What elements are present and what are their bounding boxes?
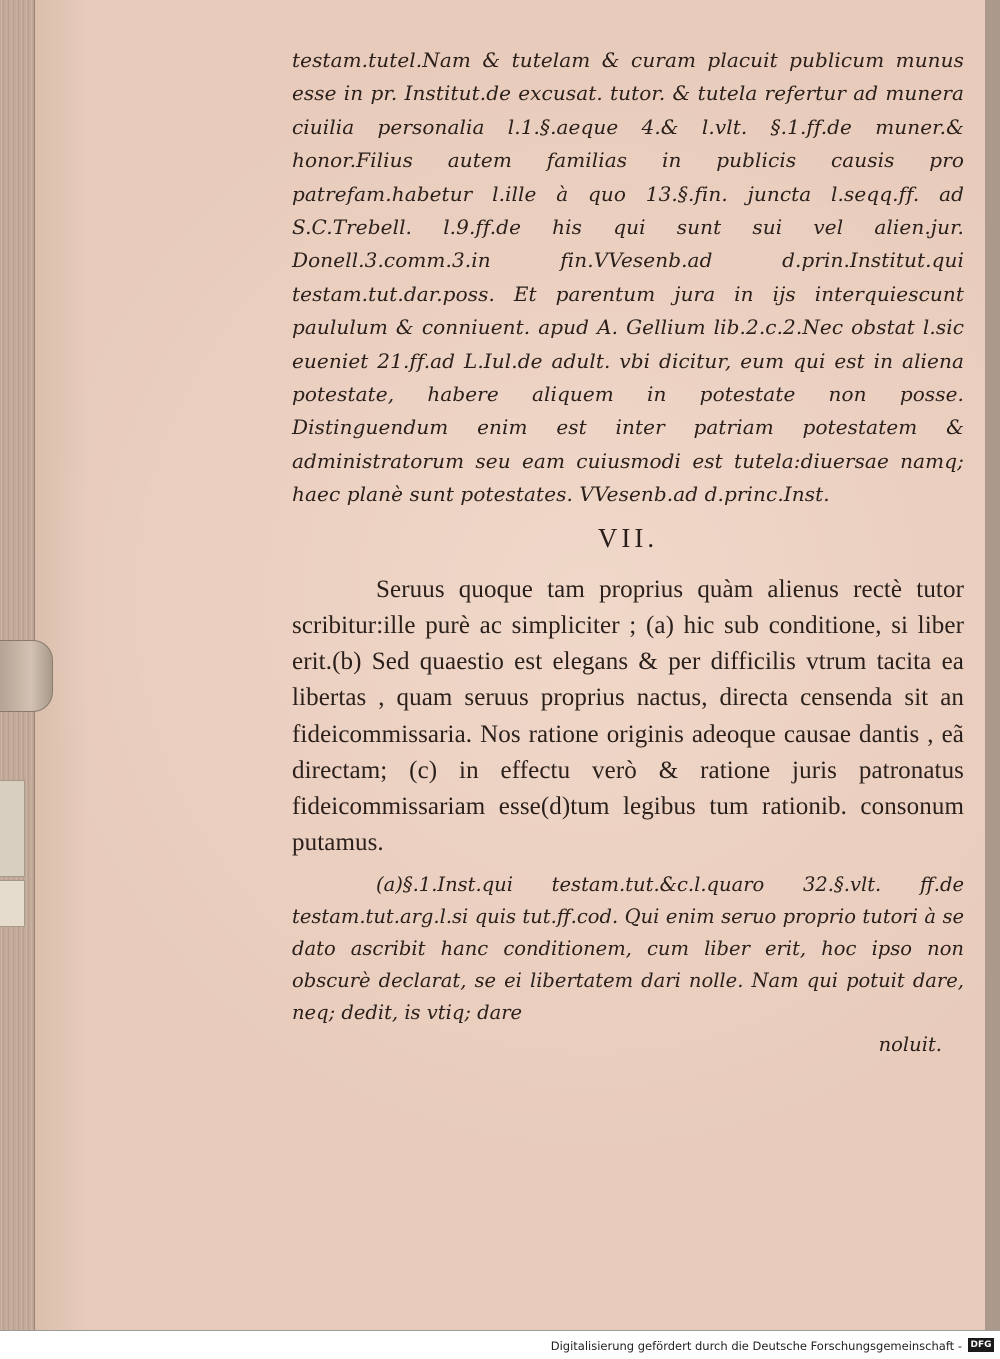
text-block <box>292 44 964 1061</box>
page-tab-marker <box>0 880 25 927</box>
digitization-footer <box>0 1330 1000 1359</box>
section-heading: VII. <box>597 522 659 553</box>
funding-credit: Digitalisierung gefördert durch die Deutsche Forschungsgemeinschaft - <box>550 1339 962 1353</box>
italic-commentary-paragraph: testam.tutel.Nam & tutelam & curam placuit publicum munus esse in pr. Institut.de excusat. tutor. & tutela refertur ad munera ciuilia personalia l.1.§.aeque 4.& l.vlt. §.1.ff.de muner.& honor.Filius autem familias in publicis causis pro patrefam.habetur l.ille à quo 13.§.fin. juncta l.seqq.ff. ad S.C.Trebell. l.9.ff.de his qui sunt sui vel alien.jur. Donell.3.comm.3.in fin.VVesenb.ad d.prin.Institut.qui testam.tut.dar.poss. Et parentum jura in ijs interquiescunt paululum & conniuent. apud A. Gellium lib.2.c.2.Nec obstat l.sic eueniet 21.ff.ad L.Iul.de adult. vbi dicitur, eum qui est in aliena potestate, habere aliquem in potestate non posse. Distinguendum enim est inter patriam potestatem & administratorum seu eam cuiusmodi est tutela:diuersae namq; haec planè sunt potestates. VVesenb.ad d.princ.Inst. <box>292 48 964 507</box>
book-clasp <box>0 640 53 712</box>
page-tab-marker <box>0 780 25 877</box>
main-paragraph: Seruus quoque tam proprius quàm alienus rectè tutor scribitur:ille purè ac simpliciter ; (a) hic sub conditione, si liber erit.(b) Sed quaestio est elegans & per difficilis vtrum tacita ea libertas , quam seruus proprius nactus, directa censenda sit an fideicommissaria. Nos ratione originis adeoque causae dantis , eã directam; (c) in effectu verò & ratione juris patronatus fideicommissariam esse(d)tum legibus tum rationib. consonum putamus. <box>292 575 964 857</box>
footnotes-paragraph: (a)§.1.Inst.qui testam.tut.&c.l.quaro 32.§.vlt. ff.de testam.tut.arg.l.si quis tut.ff.cod. Qui enim seruo proprio tutori à se dato ascribit hanc conditionem, cum liber erit, hoc ipso non obscurè declarat, se ei libertatem dari nolle. Nam qui potuit dare, neq; dedit, is vtiq; dare <box>292 873 964 1025</box>
dfg-logo-icon: DFG <box>968 1338 994 1352</box>
catchword: noluit. <box>878 1033 942 1057</box>
